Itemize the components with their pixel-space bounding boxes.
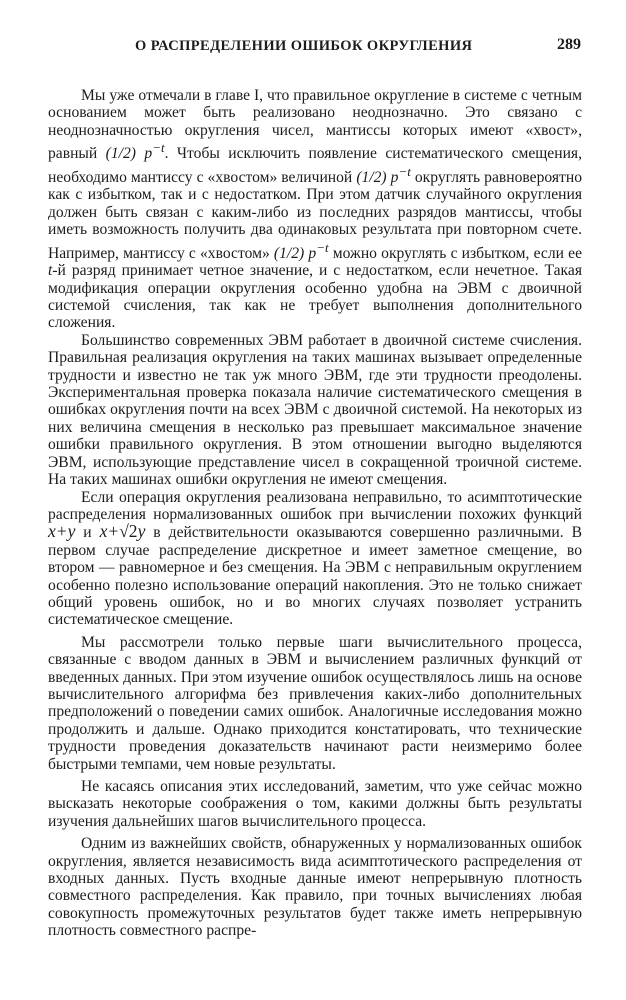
- page-header: [0, 38, 626, 62]
- page-number: 289: [557, 36, 581, 53]
- formula-x-plus-y: x+y: [48, 521, 76, 542]
- page-body: [48, 87, 582, 940]
- paragraph-4: Мы рассмотрели только первые шаги вычислительного процесса, связанные с вводом данных в ЭВМ и вычислением различных функций от введенных данных. При этом изучение ошибок осуществлялось лишь на основе вычислительного алгорифма без привлечения каких-либо дополнительных предположений о поведении самих ошибок. Аналогичные исследования можно продолжить и дальше. Однако приходится констатировать, что технические трудности проведения доказательств начинают расти неизмеримо более быстрыми темпами, чем новые результаты.: [48, 633, 582, 773]
- sqrt-symbol: √2: [119, 521, 138, 542]
- formula-half-p-power: (1/2) $p^{-t}$: [105, 140, 165, 163]
- paragraph-1-text-d: можно округлять с избытком, если ее: [328, 244, 582, 262]
- formula-half-p-power: (1/2) $p^{-t}$: [356, 163, 411, 186]
- paragraph-1-text-a: Мы уже отмечали в главе I, что правильное округление в системе с четным основанием может быть реализовано неоднозначно. Это связано с неоднозначностью округления чисел, мантиссы которых имеют «хвост», равный: [48, 87, 582, 163]
- paragraph-1-text-e: -й разряд принимает четное значение, и с недостатком, если нечетное. Такая модификация операции округления особенно удобна на ЭВМ с двоичной системой счисления, так как не требует выполнения дополнительного сложения.: [48, 262, 582, 332]
- paragraph-1-text-b: . Чтобы исключить появление систематического смещения, необходимо мантиссу с «хвостом» величиной: [48, 145, 582, 186]
- paragraph-3-and: и: [75, 524, 100, 542]
- paragraph-3: [48, 489, 582, 629]
- paragraph-3-text-b: в действительности оказываются совершенно различными. В первом случае распределение дискретное и имеет заметное смещение, во втором — равномерное и без смещения. На ЭВМ с неправильным округлением особенно полезно использование операций накопления. Это не только снижает общий уровень ошибок, но и во многих случаях позволяет устранить систематическое смещение.: [48, 524, 582, 629]
- paragraph-6: Одним из важнейших свойств, обнаруженных у нормализованных ошибок округления, является независимость вида асимптотического распределения от входных данных. Пусть входные данные имеют непрерывную плотность совместного распределения. Как правило, при точных вычислениях любая совокупность промежуточных результатов будет также иметь непрерывную плотность совместного распре-: [48, 835, 582, 940]
- formula-x-plus-root2-y: x+√2y: [99, 521, 146, 542]
- running-title: О РАСПРЕДЕЛЕНИИ ОШИБОК ОКРУГЛЕНИЯ: [135, 38, 473, 54]
- paragraph-2: Большинство современных ЭВМ работает в двоичной системе счисления. Правильная реализация округления на таких машинах вызывает определенные трудности и известно не так уж много ЭВМ, где эти трудности преодолены. Экспериментальная проверка показала наличие систематического смещения в ошибках округления почти на всех ЭВМ с двоичной системой. На некоторых из них величина смещения в несколько раз превышает максимальное значение ошибки правильного округления. В этом отношении выгодно выделяются ЭВМ, использующие представление чисел в сокращенной троичной системе. На таких машинах ошибки округления не имеют смещения.: [48, 331, 582, 489]
- paragraph-5: Не касаясь описания этих исследований, заметим, что уже сейчас можно высказать некоторые соображения о том, какими должны быть результаты изучения дальнейших шагов вычислительного процесса.: [48, 778, 582, 830]
- paragraph-3-text-a: Если операция округления реализована неправильно, то асимптотические распределения нормализованных ошибок при вычислении похожих функций: [48, 488, 582, 523]
- formula-half-p-power: (1/2) $p^{-t}$: [273, 239, 329, 262]
- paragraph-1-text-c: округлять равновероятно как с избытком, так и с недостатком. При этом датчик случайного округления должен быть связан с каким-либо из последних разрядов мантиссы, чтобы иметь возможность получить два одинаковых результата при повторном счете. Например, мантиссу с «хвостом»: [48, 169, 582, 262]
- variable-t: t: [48, 262, 53, 280]
- paragraph-1: [48, 87, 582, 332]
